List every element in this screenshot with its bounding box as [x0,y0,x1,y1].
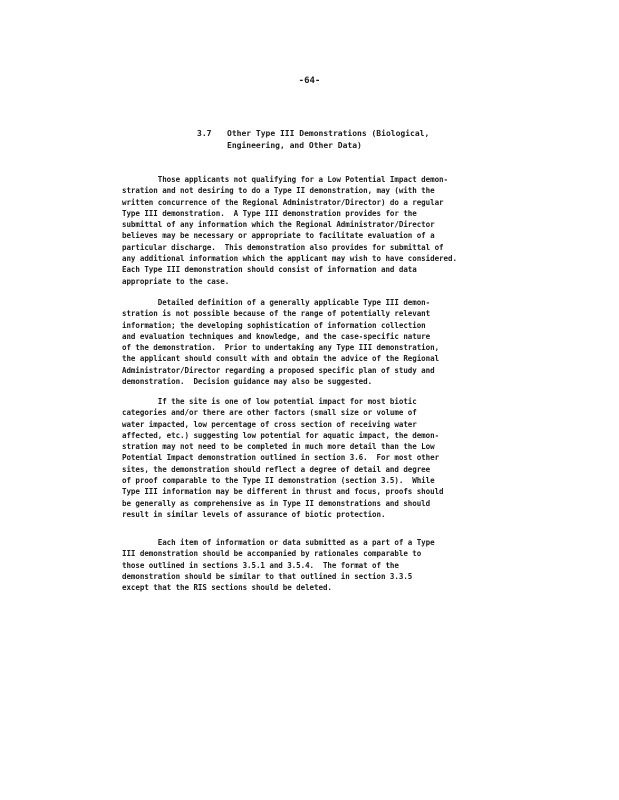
paragraph-line: except that the RIS sections should be deleted. [122,583,332,593]
paragraph-line: the applicant should consult with and obtain the advice of the Regional [122,354,440,364]
paragraph-line: Those applicants not qualifying for a Low Potential Impact demon- [122,175,448,184]
paragraph-3 [122,396,542,520]
paragraph-line: those outlined in sections 3.5.1 and 3.5.4. The format of the [122,560,399,570]
paragraph-line: water impacted, low percentage of cross section of receiving water [122,419,417,429]
paragraph-line: written concurrence of the Regional Administrator/Director) do a regular [122,197,444,207]
paragraph-line: information; the developing sophistication of information collection [122,320,426,330]
paragraph-4 [122,537,542,593]
paragraph-line: submittal of any information which the Regional Administrator/Director [122,220,435,230]
paragraph-2 [122,297,542,387]
section-heading-line-1 [197,128,429,140]
paragraph-line: Each Type III demonstration should consist of information and data [122,265,417,275]
paragraph-line: categories and/or there are other factors (small size or volume of [122,408,417,418]
paragraph-line: If the site is one of low potential impact for most biotic [122,397,417,406]
paragraph-line: of proof comparable to the Type II demonstration (section 3.5). While [122,476,435,486]
paragraph-1 [122,174,542,287]
paragraph-line: Type III information may be different in thrust and focus, proofs should [122,487,444,497]
paragraph-line: be generally as comprehensive as in Type II demonstrations and should [122,498,431,508]
section-title-line-1: Other Type III Demonstrations (Biological, [227,129,430,138]
page-number: -64- [298,76,321,86]
paragraph-line: Type III demonstration. A Type III demonstration provides for the [122,208,417,218]
paragraph-line: stration and not desiring to do a Type II demonstration, may (with the [122,186,435,196]
paragraph-line: and evaluation techniques and knowledge, and the case-specific nature [122,331,431,341]
paragraph-line: of the demonstration. Prior to undertaking any Type III demonstration, [122,343,440,353]
section-title-line-2: Engineering, and Other Data) [227,141,362,150]
section-number: 3.7 [197,129,212,138]
paragraph-line: Potential Impact demonstration outlined in section 3.6. For most other [122,453,440,463]
paragraph-line: Detailed definition of a generally applicable Type III demon- [122,298,431,307]
paragraph-line: III demonstration should be accompanied by rationales comparable to [122,549,422,559]
paragraph-line: particular discharge. This demonstration also provides for submittal of [122,242,444,252]
section-heading [197,128,429,152]
paragraph-line: demonstration should be similar to that outlined in section 3.3.5 [122,571,413,581]
paragraph-line: result in similar levels of assurance of biotic protection. [122,509,386,519]
paragraph-line: any additional information which the applicant may wish to have considered. [122,254,457,264]
paragraph-line: appropriate to the case. [122,276,230,286]
paragraph-line: Each item of information or data submitted as a part of a Type [122,538,435,547]
paragraph-line: believes may be necessary or appropriate to facilitate evaluation of a [122,231,435,241]
paragraph-line: stration may not need to be completed in much more detail than the Low [122,442,435,452]
paragraph-line: Administrator/Director regarding a proposed specific plan of study and [122,365,435,375]
paragraph-line: affected, etc.) suggesting low potential for aquatic impact, the demon- [122,430,440,440]
paragraph-line: sites, the demonstration should reflect a degree of detail and degree [122,464,431,474]
paragraph-line: stration is not possible because of the range of potentially relevant [122,309,431,319]
paragraph-line: demonstration. Decision guidance may also be suggested. [122,377,373,387]
